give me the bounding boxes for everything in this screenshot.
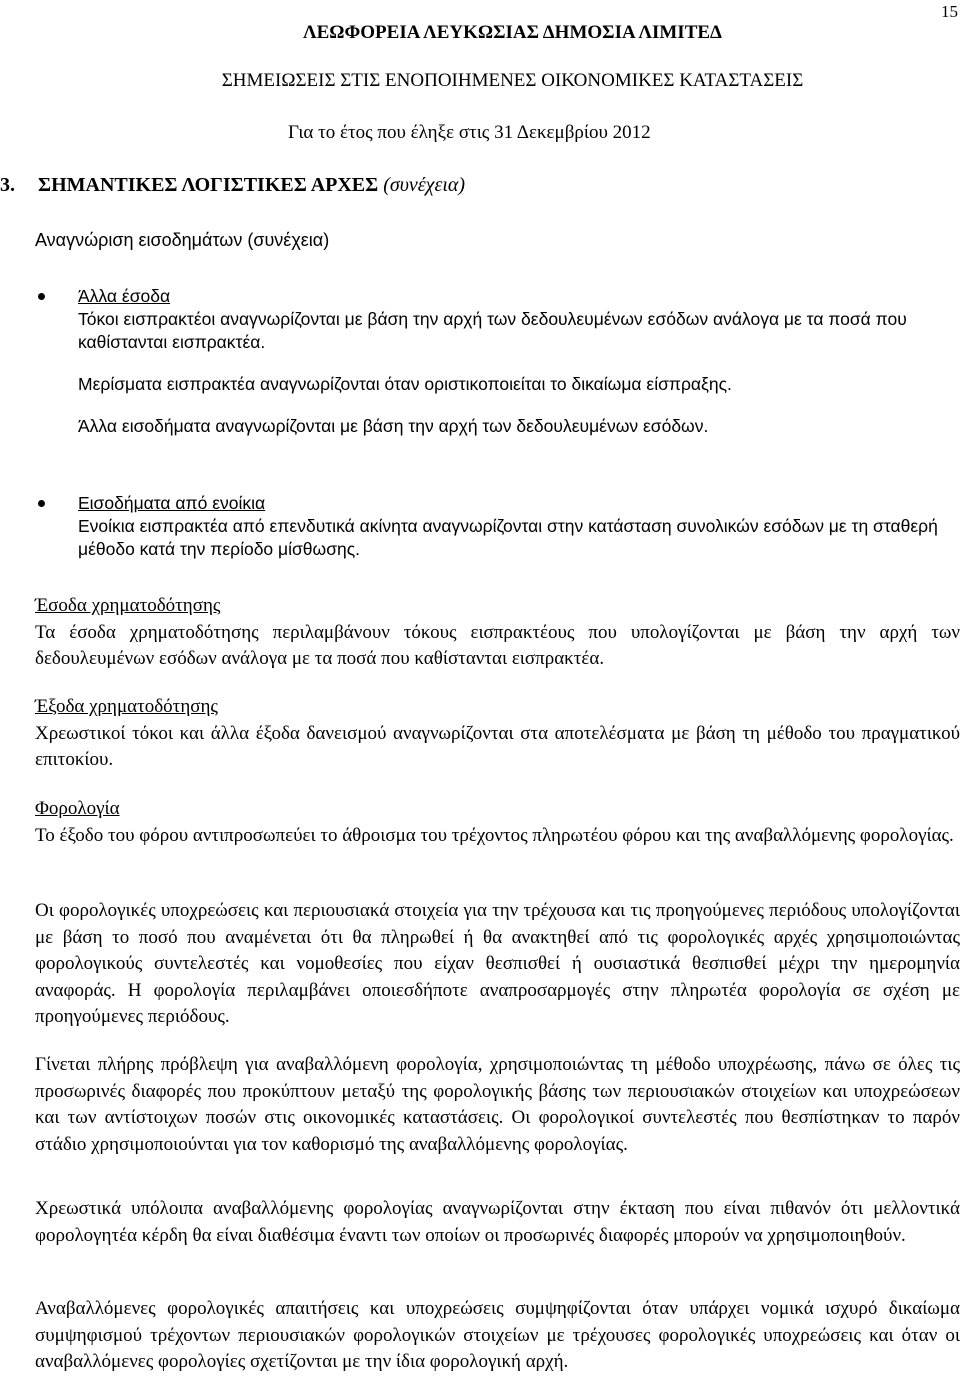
taxation-p4: Χρεωστικά υπόλοιπα αναβαλλόμενης φορολογίας αναγνωρίζονται στην έκταση που είναι πιθανόν ότι μελλοντικά φορολογητέα κέρδη θα είναι διαθέσιμα έναντι των οποίων οι προσωρινές διαφορές μπορούν να χρησιμοποιηθούν. <box>35 1198 960 1246</box>
income-recognition-subheading: Αναγνώριση εισοδημάτων (συνέχεια) <box>35 230 330 250</box>
finance-income-block <box>35 593 960 673</box>
rental-income-block <box>78 492 960 561</box>
other-income-p1: Τόκοι εισπρακτέοι αναγνωρίζονται με βάση την αρχή των δεδουλευμένων εσόδων ανάλογα με τα ποσά που καθίστανται εισπρακτέα. <box>78 309 907 352</box>
bullet-icon <box>38 500 45 507</box>
other-income-p2: Μερίσματα εισπρακτέα αναγνωρίζονται όταν οριστικοποιείται το δικαίωμα είσπραξης. <box>78 374 732 394</box>
page-number: 15 <box>941 2 958 21</box>
finance-income-text: Τα έσοδα χρηματοδότησης περιλαμβάνουν τόκους εισπρακτέους που υπολογίζονται με βάση την αρχή των δεδουλευμένων εσόδων ανάλογα με τα ποσά που καθίστανται εισπρακτέα. <box>35 621 960 669</box>
rental-income-p1: Ενοίκια εισπρακτέα από επενδυτικά ακίνητα αναγνωρίζονται στην κατάσταση συνολικών εσόδων με τη σταθερή μέθοδο κατά την περίοδο μίσθωσης. <box>78 516 938 559</box>
bullet-icon <box>38 293 45 300</box>
other-income-title: Άλλα έσοδα <box>78 286 171 306</box>
taxation-block <box>35 796 960 849</box>
finance-costs-text: Χρεωστικοί τόκοι και άλλα έξοδα δανεισμού αναγνωρίζονται στα αποτελέσματα με βάση τη μέθοδο του πραγματικού επιτοκίου. <box>35 722 960 770</box>
other-income-block <box>78 285 960 438</box>
taxation-p5: Αναβαλλόμενες φορολογικές απαιτήσεις και υποχρεώσεις συμψηφίζονται όταν υπάρχει νομικά ισχυρό δικαίωμα συμψηφισμού τρέχοντων περιουσιακών φορολογικών στοιχείων με τρέχουσες φορολογικές υποχρεώσεις και όταν οι αναβαλλόμενες φορολογίες σχετίζονται με την ίδια φορολογική αρχή. <box>35 1298 960 1372</box>
other-income-p3: Άλλα εισοδήματα αναγνωρίζονται με βάση την αρχή των δεδουλευμένων εσόδων. <box>78 416 709 436</box>
company-name: ΛΕΩΦΟΡΕΙΑ ΛΕΥΚΩΣΙΑΣ ΔΗΜΟΣΙΑ ΛΙΜΙΤΕΔ <box>303 22 722 43</box>
taxation-title: Φορολογία <box>35 798 120 819</box>
statements-title: ΣΗΜΕΙΩΣΕΙΣ ΣΤΙΣ ΕΝΟΠΟΙΗΜΕΝΕΣ ΟΙΚΟΝΟΜΙΚΕΣ ΚΑΤΑΣΤΑΣΕΙΣ <box>221 70 804 91</box>
taxation-p3: Γίνεται πλήρης πρόβλεψη για αναβαλλόμενη φορολογία, χρησιμοποιώντας τη μέθοδο υποχρέωσης, πάνω σε όλες τις προσωρινές διαφορές που προκύπτουν μεταξύ της φορολογικής βάσης των περιουσιακών στοιχείων και υποχρεώσεων και των αντίστοιχων ποσών στις οικονομικές καταστάσεις. Οι φορολογικοί συντελεστές που θεσπίστηκαν το παρόν στάδιο χρησιμοποιούνται για τον καθορισμό της αναβαλλόμενης φορολογίας. <box>35 1054 960 1155</box>
section-continued: (συνέχεια) <box>383 174 466 196</box>
section-title: ΣΗΜΑΝΤΙΚΕΣ ΛΟΓΙΣΤΙΚΕΣ ΑΡΧΕΣ <box>38 174 379 196</box>
taxation-p1: Το έξοδο του φόρου αντιπροσωπεύει το άθροισμα του τρέχοντος πληρωτέου φόρου και της αναβαλλόμενης φορολογίας. <box>35 824 954 846</box>
finance-income-title: Έσοδα χρηματοδότησης <box>35 595 221 616</box>
finance-costs-block <box>35 694 960 774</box>
finance-costs-title: Έξοδα χρηματοδότησης <box>35 696 218 717</box>
period-line: Για το έτος που έληξε στις 31 Δεκεμβρίου 2012 <box>288 122 651 143</box>
section-heading <box>0 174 465 197</box>
rental-income-title: Εισοδήματα από ενοίκια <box>78 493 266 513</box>
taxation-p2: Οι φορολογικές υποχρεώσεις και περιουσιακά στοιχεία για την τρέχουσα και τις προηγούμενες περιόδους υπολογίζονται με βάση το ποσό που αναμένεται ότι θα πληρωθεί ή θα ανακτηθεί από τις φορολογικές αρχές χρησιμοποιώντας φορολογικούς συντελεστές και νομοθεσίες που είχαν θεσπισθεί ή ουσιαστικά θεσπισθεί μέχρι την ημερομηνία αναφοράς. Η φορολογία περιλαμβάνει οποιεσδήποτε αναπροσαρμογές στην πληρωτέα φορολογία σε σχέση με προηγούμενες περιόδους. <box>35 900 960 1027</box>
section-number: 3. <box>0 174 15 196</box>
